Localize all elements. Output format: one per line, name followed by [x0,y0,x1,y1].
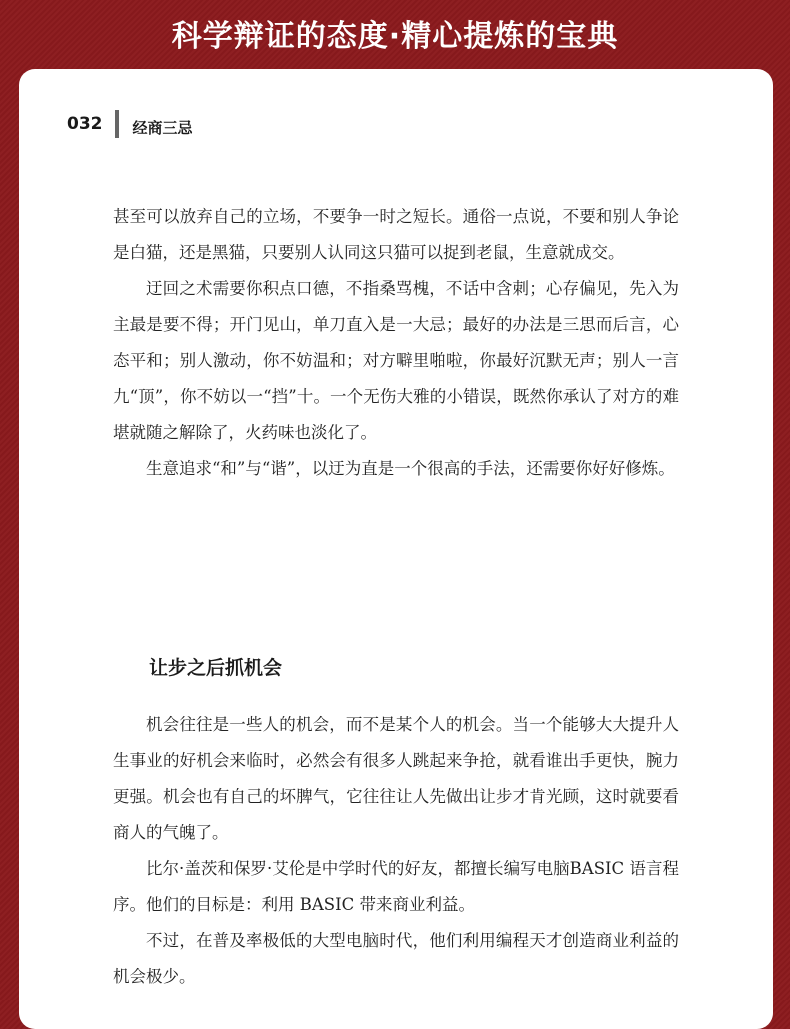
top-banner [0,0,790,66]
paragraph: 机会往往是一些人的机会，而不是某个人的机会。当一个能够大大提升人生事业的好机会来临时，必然会有很多人跳起来争抢，就看谁出手更快，腕力更强。机会也有自己的坏脾气，它往往让人先做出让步才肯光顾，这时就要看商人的气魄了。 [113,715,679,842]
book-page [19,69,773,1029]
paragraph: 不过，在普及率极低的大型电脑时代，他们利用编程天才创造商业利益的机会极少。 [113,931,679,986]
running-head [67,109,193,139]
paragraph: 迂回之术需要你积点口德，不指桑骂槐，不话中含刺；心存偏见，先入为主最是要不得；开门见山，单刀直入是一大忌；最好的办法是三思而后言，心态平和；别人激动，你不妨温和；对方噼里啪啦，你最好沉默无声；别人一言九“顶”，你不妨以一“挡”十。一个无伤大雅的小错误，既然你承认了对方的难堪就随之解除了，火药味也淡化了。 [113,279,679,442]
running-head-title: 经商三忌 [132,118,193,137]
paragraph: 甚至可以放弃自己的立场，不要争一时之短长。通俗一点说，不要和别人争论是白猫，还是黑猫，只要别人认同这只猫可以捉到老鼠，生意就成交。 [113,207,679,262]
page-number: 032 [67,114,103,134]
banner-title: 科学辩证的态度·精心提炼的宝典 [171,19,619,54]
paragraph: 生意追求“和”与“谐”，以迂为直是一个很高的手法，还需要你好好修炼。 [146,459,675,478]
paragraph: 比尔·盖茨和保罗·艾伦是中学时代的好友，都擅长编写电脑BASIC 语言程序。他们的目标是：利用 BASIC 带来商业利益。 [113,859,679,914]
section-heading: 让步之后抓机会 [149,657,283,679]
running-head-divider [115,110,119,138]
section-body-text [113,707,679,995]
body-text-block [113,199,679,487]
